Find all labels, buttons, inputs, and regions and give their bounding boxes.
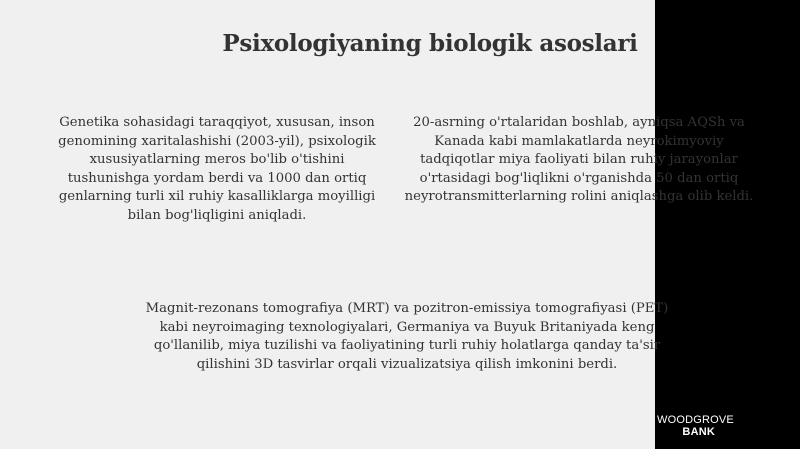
paragraph-genetics: Genetika sohasidagi taraqqiyot, xususan, inson genomining xaritalashishi (2003-yil), psixologik xususiyatlarning meros bo'lib o'tishini tushunishga yordam berdi va 1000 dan ortiq genlarning turli xil ruhiy kasalliklarga moyilligi bilan bog'liqligini aniqladi.	[58, 115, 376, 223]
woodgrove-bank-logo	[657, 414, 734, 438]
logo-line-bank: BANK	[682, 426, 715, 438]
slide-title: Psixologiyaning biologik asoslari	[222, 30, 638, 57]
logo-line-woodgrove: WOODGROVE	[657, 414, 734, 426]
paragraph-neuroimaging: Magnit-rezonans tomografiya (MRT) va pozitron-emissiya tomografiyasi (PET) kabi neyroimaging texnologiyalari, Germaniya va Buyuk Britaniyada keng qo'llanilib, miya tuzilishi va faoliyatining turli ruhiy holatlarga qanday ta'sir qilishini 3D tasvirlar orqali vizualizatsiya qilish imkonini berdi.	[145, 301, 669, 372]
paragraph-neurochemistry: 20-asrning o'rtalaridan boshlab, ayniqsa AQSh va Kanada kabi mamlakatlarda neyrokimyoviy tadqiqotlar miya faoliyati bilan ruhiy jarayonlar o'rtasidagi bog'liqlikni o'rganishda 50 dan ortiq neyrotransmitterlarning rolini aniqlashga olib keldi.	[404, 115, 754, 204]
